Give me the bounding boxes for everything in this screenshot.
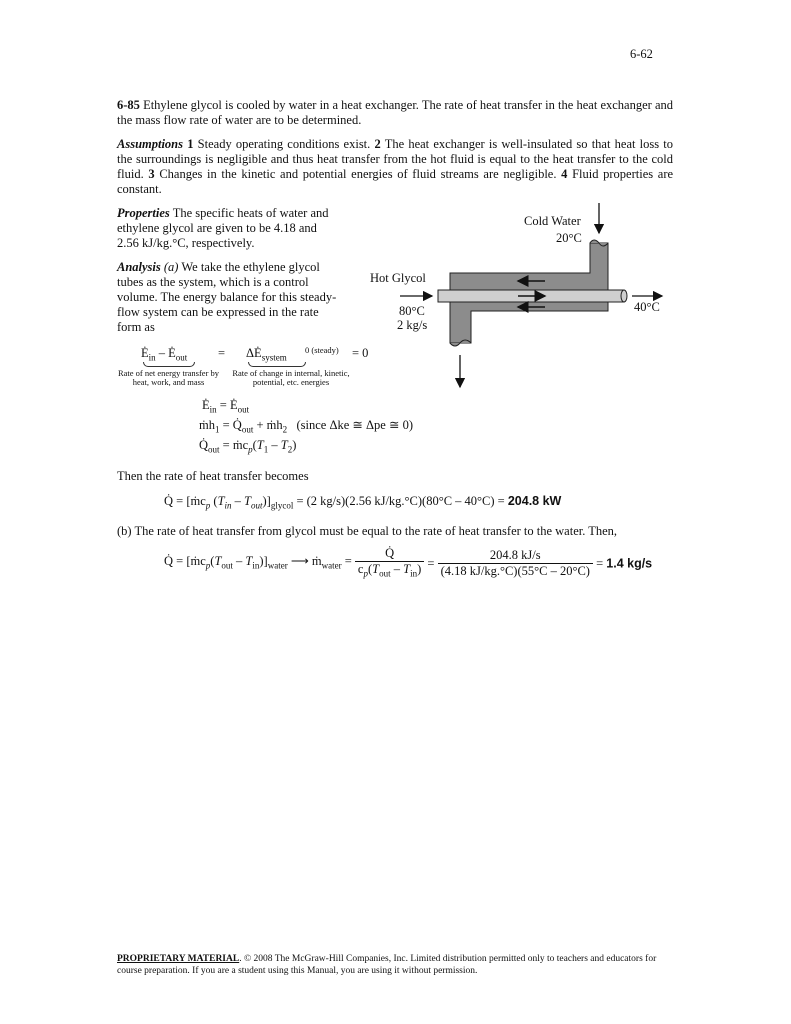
cold-water-temp: 20°C: [556, 231, 582, 245]
properties-heading: Properties: [117, 206, 170, 220]
part-b-text: The rate of heat transfer from glycol must be equal to the rate of heat transfer to the water. Then,: [134, 524, 618, 538]
glycol-inlet-temp: 80°C: [399, 304, 425, 318]
assumption-2-number: 2: [374, 137, 381, 151]
glycol-outlet-temp: 40°C: [634, 300, 660, 314]
since-note: (since Δke ≅ Δpe ≅ 0): [296, 418, 413, 432]
equation-ein-eout: $Ė_{in}$ = $Ė_{out}$: [202, 398, 250, 415]
energy-balance-rhs: $\Delta Ė_{system}$: [246, 346, 287, 363]
hot-glycol-label: Hot Glycol: [370, 271, 426, 285]
analysis-heading: Analysis: [117, 260, 161, 274]
analysis-part-label: (a): [163, 260, 179, 274]
analysis-paragraph: [117, 260, 339, 335]
steady-note: 0 (steady): [305, 345, 339, 355]
mass-flow-symbolic-fraction: $\frac{Q̇}{c_p(T_{out} - T_{in})}$: [355, 546, 424, 582]
properties-text: The specific heats of water and ethylene glycol are given to be 4.18 and 2.56 kJ/kg.°C, respectively.: [117, 206, 329, 250]
assumption-4-number: 4: [561, 167, 568, 181]
energy-balance-lhs: $Ė_{in}$ – $Ė_{out}$: [141, 346, 188, 363]
problem-number: 6-85: [117, 98, 140, 112]
mass-flow-denominator: (4.18 kJ/kg.°C)(55°C – 20°C): [440, 564, 590, 579]
right-underbrace: [248, 362, 306, 367]
analysis-text: We take the ethylene glycol tubes as the system, which is a control volume. The energy balance for this steady-flow system can be expressed in the rate form as: [117, 260, 337, 334]
heat-exchanger-diagram: [340, 195, 670, 395]
assumption-3-text: Changes in the kinetic and potential energies of fluid streams are negligible.: [159, 167, 557, 181]
footer-copyright: [117, 953, 677, 977]
footer-proprietary: PROPRIETARY MATERIAL: [117, 954, 240, 964]
underbrace-right-label: Rate of change in internal, kinetic, potential, etc. energies: [232, 368, 350, 387]
assumptions-heading: Assumptions: [117, 137, 184, 151]
mass-flow-equation: Q̇ = $[ṁc_p(T_{out} - T_{in})]_{water}$ ⟶ ṁ$_{water}$ = $\frac{Q̇}{c_p(T_{out} - T_{in})}$ = $\frac{204.8 kJ/s}{(4.18 kJ/kg.^\circ C)(55^\circ C - 20^\circ C)}$ = 1.4 kg/s: [164, 546, 652, 582]
equation-enthalpy-balance: ṁh$_1$ = $Q̇_{out}$ + ṁh$_2$ (since Δke ≅ Δpe ≅ 0): [199, 418, 413, 435]
properties-paragraph: [117, 206, 339, 251]
underbrace-left-label: Rate of net energy transfer by heat, work, and mass: [117, 368, 220, 387]
inner-tube-end: [621, 290, 627, 302]
energy-balance-equals: =: [218, 346, 226, 360]
equation-q-out: $Q̇_{out}$ = $ṁc_p(T_1 - T_2)$: [199, 438, 297, 455]
assumption-2-text: The heat exchanger is well-insulated so that heat loss to the surroundings is negligible and thus heat transfer from the hot fluid is equal to the heat transfer to the cold fluid.: [117, 137, 674, 181]
assumption-4-text: Fluid properties are constant.: [117, 167, 674, 196]
heat-rate-expression: = (2 kg/s)(2.56 kJ/kg.°C)(80°C – 40°C) =: [296, 494, 505, 508]
mass-flow-numerator: 204.8 kJ/s: [438, 548, 593, 564]
footer-text: . © 2008 The McGraw-Hill Companies, Inc. Limited distribution permitted only to teachers and educators for course preparation. If you are a student using this Manual, you are using it without permission.: [117, 954, 657, 976]
assumptions-paragraph: [117, 137, 673, 197]
heat-rate-equation: Q̇ = [ṁc$_p$ $(T_{in} - T_{out})]_{glycol} = (2$ kg/s)(2.56 kJ/kg.°C)(80°C – 40°C) = 204.8 kW: [164, 494, 562, 511]
page-number: 6-62: [630, 47, 653, 61]
problem-text: Ethylene glycol is cooled by water in a heat exchanger. The rate of heat transfer in the heat exchanger and the mass flow rate of water are to be determined.: [117, 98, 673, 127]
part-b-paragraph: [117, 524, 677, 539]
mass-flow-result: 1.4 kg/s: [606, 556, 653, 571]
energy-balance-zero: = 0: [352, 346, 369, 360]
glycol-mass-flow: 2 kg/s: [397, 318, 428, 332]
problem-statement: [117, 98, 673, 128]
mass-flow-numeric-fraction: [438, 548, 593, 579]
heat-rate-result: 204.8 kW: [507, 494, 562, 508]
assumption-3-number: 3: [148, 167, 155, 181]
left-underbrace: [143, 362, 195, 367]
assumption-1-text: Steady operating conditions exist.: [197, 137, 371, 151]
part-b-label: (b): [117, 524, 132, 538]
assumption-1-number: 1: [187, 137, 194, 151]
cold-water-label: Cold Water: [524, 214, 581, 228]
heat-rate-intro: Then the rate of heat transfer becomes: [117, 469, 309, 483]
